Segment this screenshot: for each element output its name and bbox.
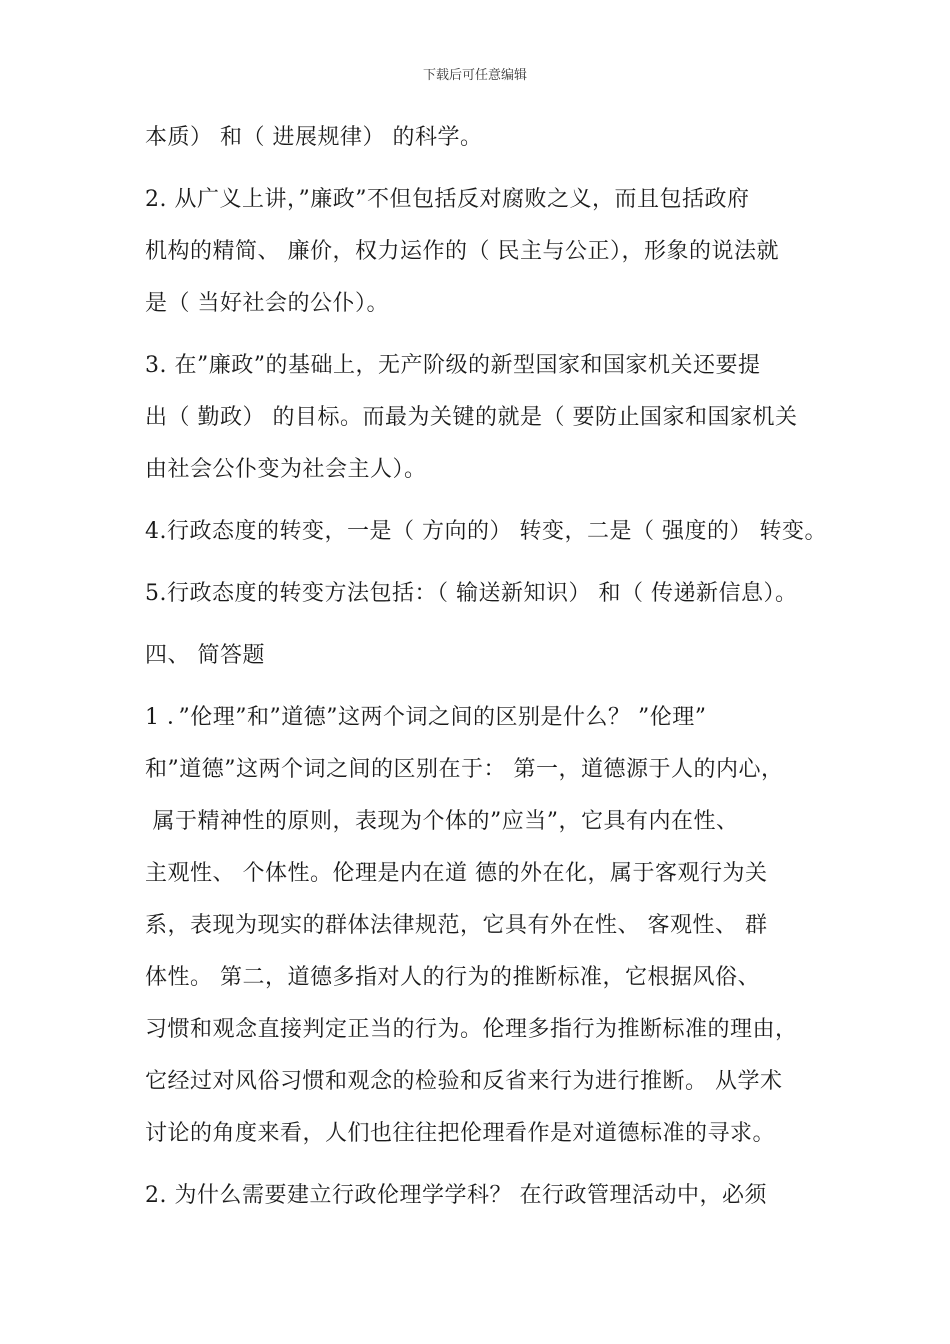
- text-line: 系，表现为现实的群体法律规范，它具有外在性、 客观性、 群: [145, 913, 768, 938]
- text-line: 主观性、 个体性。伦理是内在道 德的外在化，属于客观行为关: [145, 861, 768, 886]
- paragraph: [145, 692, 813, 1160]
- paragraph: [145, 112, 813, 164]
- text-line: 5.行政态度的转变方法包括：（ 输送新知识） 和（ 传递新信息）。: [145, 581, 798, 606]
- text-line: 是（ 当好社会的公仆）。: [145, 291, 389, 316]
- text-line: 2. 为什么需要建立行政伦理学学科？ 在行政管理活动中，必须: [145, 1183, 767, 1208]
- page-header: 下载后可任意编辑: [422, 68, 527, 83]
- text-line: 出（ 勤政） 的目标。而最为关键的就是（ 要防止国家和国家机关: [145, 405, 798, 430]
- document-body: [145, 112, 827, 1232]
- text-line: 讨论的角度来看，人们也往往把伦理看作是对道德标准的寻求。: [145, 1121, 776, 1146]
- text-line: 和”道德”这两个词之间的区别在于： 第一，道德源于人的内心，: [145, 757, 784, 782]
- text-line: 4.行政态度的转变，一是（ 方向的） 转变，二是（ 强度的） 转变。: [145, 519, 827, 544]
- text-line: 由社会公仆变为社会主人）。: [145, 457, 427, 482]
- text-line: 习惯和观念直接判定正当的行为。伦理多指行为推断标准的理由，: [145, 1017, 798, 1042]
- section-heading: [145, 630, 813, 682]
- paragraph: [145, 568, 813, 620]
- text-line: 机构的精简、 廉价，权力运作的（ 民主与公正），形象的说法就: [145, 239, 779, 264]
- text-line: 属于精神性的原则，表现为个体的”应当”，它具有内在性、: [145, 809, 739, 834]
- text-line: 3. 在”廉政”的基础上，无产阶级的新型国家和国家机关还要提: [145, 353, 761, 378]
- text-line: 体性。 第二，道德多指对人的行为的推断标准，它根据风俗、: [145, 965, 760, 990]
- paragraph: [145, 340, 813, 496]
- paragraph: [145, 506, 827, 558]
- paragraph: [145, 174, 813, 330]
- text-line: 2. 从广义上讲，”廉政”不但包括反对腐败之义，而且包括政府: [145, 187, 750, 212]
- text-line: 四、 简答题: [145, 643, 265, 668]
- paragraph: [145, 1170, 813, 1222]
- text-line: 本质） 和（ 进展规律） 的科学。: [145, 125, 483, 150]
- text-line: 1 ．”伦理”和”道德”这两个词之间的区别是什么？ ”伦理”: [145, 705, 707, 730]
- text-line: 它经过对风俗习惯和观念的检验和反省来行为进行推断。 从学术: [145, 1069, 783, 1094]
